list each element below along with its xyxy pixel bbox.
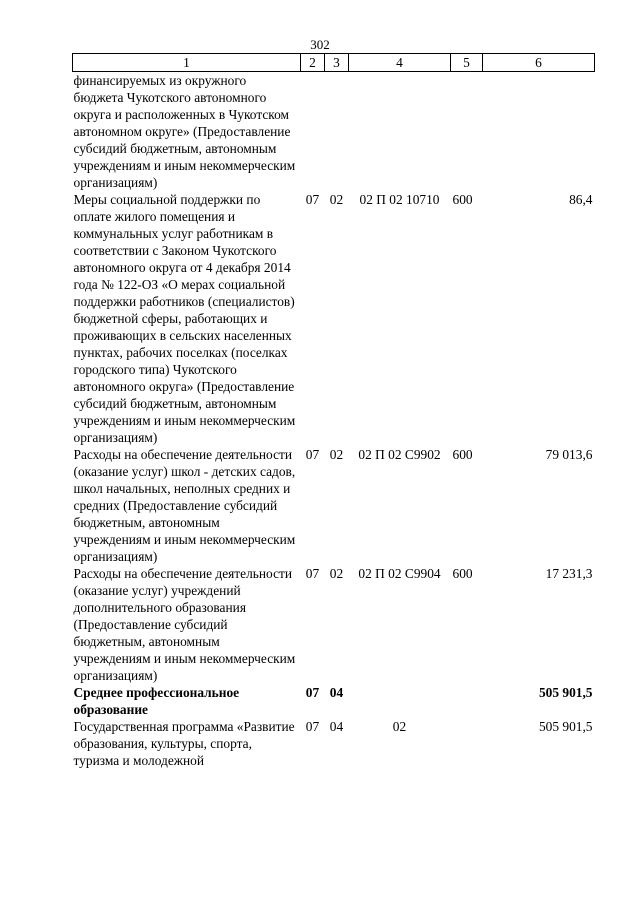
table-row (73, 718, 595, 769)
table-row (73, 565, 595, 684)
row-section: 07 (305, 192, 320, 207)
row-expense-type (451, 684, 483, 718)
row-section: 07 (305, 447, 320, 462)
row-amount: 79 013,6 (545, 447, 593, 462)
table-row (73, 191, 595, 446)
row-target-article: 02 П 02 10710 (359, 192, 440, 207)
row-expense-type: 600 (452, 192, 473, 207)
header-row (73, 54, 595, 72)
column-header-name: 1 (73, 54, 301, 72)
row-target-article: 02 (392, 719, 407, 734)
row-section: 07 (305, 685, 320, 700)
row-amount: 86,4 (569, 192, 593, 207)
table-row-section-total (73, 684, 595, 718)
row-amount (483, 72, 595, 192)
column-header-section: 2 (301, 54, 325, 72)
row-name: Меры социальной поддержки по оплате жилого помещения и коммунальных услуг работникам в соответствии с Законом Чукотского автономного округа от 4 декабря 2014 года № 122-ОЗ «О мерах социальной поддержки работников (специалистов) бюджетной сферы, работающих и проживающих в сельских населенных пунктах, рабочих поселках (поселках городского типа) Чукотского автономного округа» (Предоставление субсидий бюджетным, автономным учреждениям и иным некоммерческим организациям) (73, 192, 296, 445)
row-subsection (325, 72, 349, 192)
table-row (73, 446, 595, 565)
row-target-article: 02 П 02 С9904 (358, 566, 441, 581)
row-amount: 17 231,3 (545, 566, 593, 581)
row-amount: 505 901,5 (538, 719, 593, 734)
row-section (301, 72, 325, 192)
row-section: 07 (305, 566, 320, 581)
column-header-amount: 6 (483, 54, 595, 72)
table-body (73, 72, 595, 770)
row-subsection: 02 (329, 566, 344, 581)
budget-table (72, 53, 595, 769)
row-target-article (349, 684, 451, 718)
table-header (73, 54, 595, 72)
column-header-subsection: 3 (325, 54, 349, 72)
page-number: 302 (310, 37, 330, 52)
row-subsection: 02 (329, 447, 344, 462)
row-expense-type (451, 72, 483, 192)
row-name: финансируемых из окружного бюджета Чукотского автономного округа и расположенных в Чукотском автономном округе» (Предоставление субсидий бюджетным, автономным учреждениям и иным некоммерческим организациям) (73, 73, 296, 190)
row-name: Государственная программа «Развитие образования, культуры, спорта, туризма и молодежной (73, 719, 295, 768)
row-subsection: 02 (329, 192, 344, 207)
row-name: Среднее профессиональное образование (73, 685, 240, 717)
row-expense-type: 600 (452, 447, 473, 462)
row-subsection: 04 (329, 685, 344, 700)
row-expense-type (451, 718, 483, 769)
row-subsection: 04 (329, 719, 344, 734)
table-row (73, 72, 595, 192)
row-expense-type: 600 (452, 566, 473, 581)
column-header-expense-type: 5 (451, 54, 483, 72)
row-name: Расходы на обеспечение деятельности (оказание услуг) учреждений дополнительного образования (Предоставление субсидий бюджетным, автономным учреждениям и иным некоммерческим организациям) (73, 566, 296, 683)
row-target-article: 02 П 02 С9902 (358, 447, 441, 462)
row-target-article (349, 72, 451, 192)
column-header-target-article: 4 (349, 54, 451, 72)
row-name: Расходы на обеспечение деятельности (оказание услуг) школ - детских садов, школ начальных, неполных средних и средних (Предоставление субсидий бюджетным, автономным учреждениям и иным некоммерческим организациям) (73, 447, 296, 564)
row-section: 07 (305, 719, 320, 734)
row-amount: 505 901,5 (538, 685, 593, 700)
